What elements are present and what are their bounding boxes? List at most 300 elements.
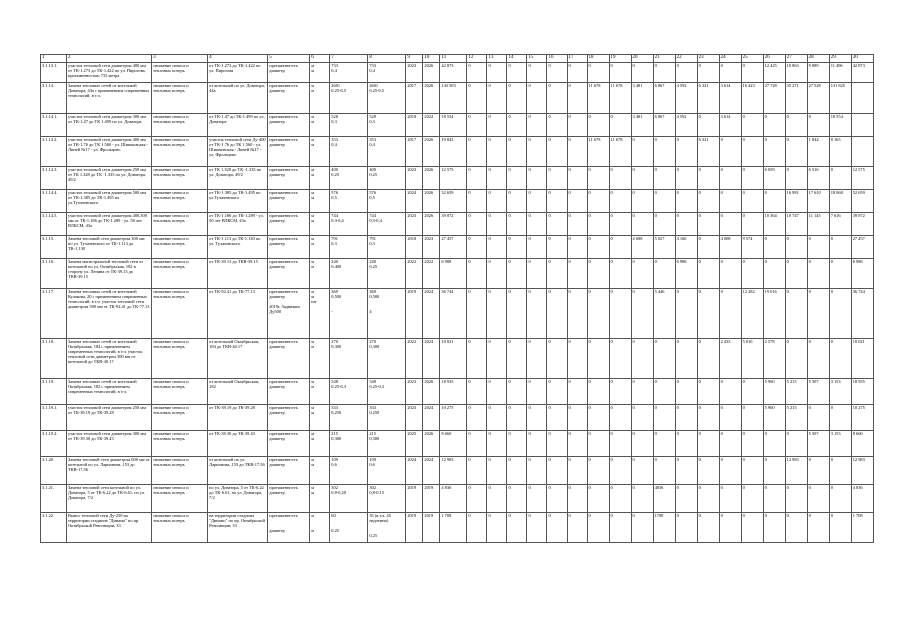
table-cell: м м xyxy=(310,236,330,259)
table-cell: 0 xyxy=(487,83,507,114)
table-cell: 0 xyxy=(487,213,507,236)
table-cell: 0 xyxy=(467,114,487,137)
table-cell: 2601 0,25-0,5 xyxy=(330,83,368,114)
table-cell: 0 xyxy=(719,431,741,457)
table-cell: снижение износа и тепловых потерь xyxy=(152,485,208,513)
table-cell: 0 xyxy=(547,289,567,339)
table-cell: 0 xyxy=(527,289,547,339)
table-cell: 12 575 xyxy=(851,167,873,190)
table-cell: 369 0,500 - xyxy=(330,289,368,339)
table-cell: 18 554 xyxy=(440,114,467,137)
table-cell: 548 0,25-0,3 xyxy=(330,379,368,405)
table-cell: 0 xyxy=(653,259,675,289)
table-cell: 0 xyxy=(567,431,587,457)
table-cell: 16 423 xyxy=(741,83,763,114)
table-cell: 27 457 xyxy=(851,236,873,259)
table-cell: 0 xyxy=(829,405,851,431)
table-cell: 10 021 xyxy=(440,339,467,379)
table-cell: 17 610 xyxy=(807,190,829,213)
table-cell: от ТК-1.385 до ТК-1.495 по ул.Тухачевского xyxy=(208,190,268,213)
investment-program-table xyxy=(40,54,874,543)
table-cell: 0 xyxy=(763,114,785,137)
table-cell: 270 0,300 xyxy=(368,339,406,379)
table-cell: м м xyxy=(310,167,330,190)
table-cell: 0 xyxy=(719,379,741,405)
table-cell: 16 981 xyxy=(785,190,807,213)
table-cell: 0 xyxy=(763,137,785,167)
column-number-cell: 8 xyxy=(368,55,406,63)
table-cell: 2024 xyxy=(406,190,423,213)
table-cell: 0 xyxy=(527,405,547,431)
table-cell: 0 xyxy=(487,289,507,339)
table-cell: 4 160 xyxy=(675,236,697,259)
table-cell: 9 574 xyxy=(741,236,763,259)
table-cell: 12 282 xyxy=(741,289,763,339)
table-cell: 0 xyxy=(631,63,653,83)
row-number-cell: 3.1.17. xyxy=(41,289,67,339)
table-cell: 6 988 xyxy=(675,259,697,289)
column-number-cell: 7 xyxy=(330,55,368,63)
table-cell: м м xyxy=(310,83,330,114)
table-cell: 2019 xyxy=(406,289,423,339)
table-cell: 3 481 xyxy=(631,114,653,137)
table-cell: 39 872 xyxy=(851,213,873,236)
table-cell: 0 xyxy=(675,213,697,236)
table-cell: 0 xyxy=(547,485,567,513)
table-cell: 0 xyxy=(567,485,587,513)
table-cell: 0 xyxy=(697,379,719,405)
object-name-cell: Замена тепловых сетей от котельной Октябрьская, 184 с применением современных технологий, в т.ч. участок тепловой сети диаметром 300 мм от котельной до ТКВ-40.17 xyxy=(67,339,152,379)
object-name-cell: участок тепловой сети диаметром 250 мм от ТК-39.19 до ТК-39.28 xyxy=(67,405,152,431)
table-cell: 0 xyxy=(507,114,527,137)
table-row xyxy=(41,431,874,457)
table-cell: 0 xyxy=(653,63,675,83)
column-number-row xyxy=(41,55,874,63)
table-cell: 0 xyxy=(587,405,609,431)
column-number-cell: 2 xyxy=(67,55,152,63)
table-cell: м м xyxy=(310,485,330,513)
table-cell: 576 0,5 xyxy=(330,190,368,213)
row-number-cell: 3.1.13.1. xyxy=(41,63,67,83)
table-cell: 5 960 xyxy=(763,405,785,431)
table-row xyxy=(41,289,874,339)
table-cell: 0 xyxy=(487,485,507,513)
table-cell: 0 xyxy=(785,485,807,513)
table-cell: снижение износа и тепловых потерь xyxy=(152,339,208,379)
table-cell: 60 0,25 xyxy=(330,513,368,543)
table-cell: участок тепловой сети Ду-400 от ТК-1.76 до ТК 1.560 - ул. Шишковская - Линей №17 - ул. Фрольцово xyxy=(208,137,268,167)
table-cell: 2019 xyxy=(423,513,440,543)
table-cell: 0 xyxy=(741,137,763,167)
table-cell: 0 xyxy=(653,190,675,213)
table-cell: 0 xyxy=(631,457,653,485)
table-cell: 4 008 xyxy=(719,236,741,259)
table-cell: 52 659 xyxy=(440,190,467,213)
table-cell: 5 446 xyxy=(653,289,675,339)
table-cell: 0 xyxy=(547,379,567,405)
table-cell: 19 016 xyxy=(763,289,785,339)
table-cell: 0 xyxy=(487,236,507,259)
table-cell: 0 xyxy=(807,485,829,513)
table-row xyxy=(41,457,874,485)
object-name-cell: Замена тепловых сетей от котельной Октябрьская, 182 с применением современных технологий, в т.ч. xyxy=(67,379,152,405)
table-cell: 2026 xyxy=(423,83,440,114)
table-cell: снижение износа и тепловых потерь xyxy=(152,457,208,485)
table-cell: 0 xyxy=(567,457,587,485)
table-cell: 0 xyxy=(609,114,631,137)
table-cell: 5 215 xyxy=(785,379,807,405)
table-cell: 0 xyxy=(785,339,807,379)
table-cell: 0 xyxy=(507,289,527,339)
table-cell: 0 xyxy=(807,259,829,289)
table-cell: 2022 xyxy=(406,339,423,379)
table-cell: 0 xyxy=(527,339,547,379)
table-cell: 0 xyxy=(609,485,631,513)
table-row xyxy=(41,259,874,289)
table-cell: 369 0,500 4 xyxy=(368,289,406,339)
table-cell: 2023 xyxy=(406,63,423,83)
table-cell: 0 xyxy=(807,114,829,137)
column-number-cell: 20 xyxy=(631,55,653,63)
table-cell: 0 xyxy=(547,236,567,259)
table-cell: 0 xyxy=(507,259,527,289)
table-cell: 0 xyxy=(507,167,527,190)
column-number-cell: 5 xyxy=(268,55,310,63)
table-cell: 0 xyxy=(467,259,487,289)
table-cell: 0 xyxy=(527,379,547,405)
table-cell: 0 xyxy=(653,339,675,379)
table-cell: 6 867 xyxy=(653,83,675,114)
table-cell: 0 xyxy=(507,379,527,405)
table-cell: от ТК 1.328 до ТК -1.335 по ул. Доватора, 49/2 xyxy=(208,167,268,190)
table-cell: 10 275 xyxy=(851,405,873,431)
table-cell: 2601 0,25-0,5 xyxy=(368,83,406,114)
table-cell: 12 983 xyxy=(440,457,467,485)
table-cell: 744 0,3-0,4 xyxy=(368,213,406,236)
table-cell: 0 xyxy=(741,167,763,190)
table-cell: 0 xyxy=(527,259,547,289)
object-name-cell: Замена магистральной тепловой сети от котельной по ул. Октябрьская, 182 в сторону ул. Ленина от ТК-39.13 до ТКВ-39.15 xyxy=(67,259,152,289)
table-cell: 1 708 xyxy=(440,513,467,543)
table-cell: 2017 xyxy=(406,83,423,114)
table-cell: от ТК-1.186 до ТК-1.289 - ул. 50 лет ВЛКСМ, 43а xyxy=(208,213,268,236)
table-cell: 1708 xyxy=(653,513,675,543)
table-cell: 0 xyxy=(829,339,851,379)
table-cell: от котельной по ул. Ларионова, 153 до ТКВ-17.56 xyxy=(208,457,268,485)
object-name-cell: участок тепловой сети диаметром 300 мм от ТК-1.47 до ТК 1.499 по ул. Доватора xyxy=(67,114,152,137)
table-cell: 0 xyxy=(547,513,567,543)
table-cell: 0 xyxy=(507,83,527,114)
table-cell: 2023 xyxy=(406,379,423,405)
table-cell: 0 xyxy=(741,213,763,236)
table-cell: 0 xyxy=(719,167,741,190)
table-cell: 0 xyxy=(697,190,719,213)
table-cell: 0 xyxy=(467,190,487,213)
table-cell: 240 0,25 xyxy=(368,259,406,289)
table-cell: 0 xyxy=(807,236,829,259)
table-cell: 0 xyxy=(741,431,763,457)
table-cell: 2019 xyxy=(423,485,440,513)
table-cell: 2017 xyxy=(406,137,423,167)
table-cell: 2026 xyxy=(423,137,440,167)
table-cell: 0 xyxy=(567,114,587,137)
table-cell: 2022 xyxy=(406,259,423,289)
column-number-cell: 3 xyxy=(152,55,208,63)
table-cell: 8 660 xyxy=(851,431,873,457)
table-cell: 2022 xyxy=(423,259,440,289)
table-cell: 10 275 xyxy=(440,405,467,431)
table-row xyxy=(41,137,874,167)
object-name-cell: Замена тепловых сетей от котельной Доватора, 44а с применением современных технологий, в т.ч. xyxy=(67,83,152,114)
table-cell: 0 xyxy=(527,167,547,190)
table-cell: 791 0,3 xyxy=(368,236,406,259)
column-number-cell: 4 xyxy=(208,55,268,63)
column-number-cell: 10 xyxy=(423,55,440,63)
table-cell: 270 0,300 xyxy=(330,339,368,379)
table-cell: 0 xyxy=(741,457,763,485)
table-cell: 302 0,8-0,20 xyxy=(330,485,368,513)
table-cell: 0 xyxy=(587,339,609,379)
table-cell: 0 xyxy=(547,339,567,379)
table-cell: снижение износа и тепловых потерь xyxy=(152,137,208,167)
table-cell: 0 xyxy=(697,63,719,83)
table-cell: 0 xyxy=(609,259,631,289)
table-cell: 0 xyxy=(697,114,719,137)
table-cell: 3 614 xyxy=(719,114,741,137)
table-cell: 0 xyxy=(467,405,487,431)
table-cell: 0 xyxy=(675,190,697,213)
table-cell: 0 xyxy=(675,137,697,167)
row-number-cell: 3.1.15. xyxy=(41,236,67,259)
table-cell: 0 xyxy=(697,236,719,259)
table-cell: 0 xyxy=(763,431,785,457)
table-cell: протяженность диаметр 2019г. Задвижки Ду500 xyxy=(268,289,310,339)
table-cell: от ТК-92.41 до ТК-77.13 xyxy=(208,289,268,339)
table-cell: 18 935 xyxy=(851,379,873,405)
table-cell: 0 xyxy=(467,137,487,167)
table-cell: 0 xyxy=(609,167,631,190)
table-cell: 27 528 xyxy=(807,83,829,114)
column-number-cell: 25 xyxy=(741,55,763,63)
table-cell: 11 496 xyxy=(829,63,851,83)
table-cell: 11 145 xyxy=(807,213,829,236)
table-cell: 0 xyxy=(609,236,631,259)
table-cell: протяженность диаметр xyxy=(268,339,310,379)
table-cell: от котельной Октябрьская, 184 до ТКВ-40.17 xyxy=(208,339,268,379)
table-cell: 0 xyxy=(507,213,527,236)
table-cell: протяженность диаметр xyxy=(268,259,310,289)
table-cell: 0 xyxy=(487,190,507,213)
table-cell: 18 935 xyxy=(440,379,467,405)
table-cell: 5 215 xyxy=(785,405,807,431)
table-cell: 2024 xyxy=(423,405,440,431)
table-cell: 52 659 xyxy=(851,190,873,213)
table-cell: 0 xyxy=(631,431,653,457)
column-number-cell: 21 xyxy=(653,55,675,63)
table-cell: 6 321 xyxy=(697,83,719,114)
table-cell: 0 xyxy=(527,114,547,137)
row-number-cell: 3.1.14.2. xyxy=(41,137,67,167)
table-cell: 6 059 xyxy=(763,167,785,190)
table-cell: 0 xyxy=(697,339,719,379)
table-cell: 0 xyxy=(467,236,487,259)
table-cell: 3 614 xyxy=(719,83,741,114)
row-number-cell: 3.1.22 xyxy=(41,513,67,543)
table-cell: 0 xyxy=(719,63,741,83)
table-cell: 0 xyxy=(567,405,587,431)
table-cell: 3 153 xyxy=(829,379,851,405)
table-cell: 0 xyxy=(467,379,487,405)
table-cell: 548 0,25-0,3 xyxy=(368,379,406,405)
table-cell: 0 xyxy=(567,137,587,167)
table-cell: 0 xyxy=(829,259,851,289)
table-cell: 2026 xyxy=(423,167,440,190)
table-cell: 2026 xyxy=(423,190,440,213)
table-cell: протяженность диаметр xyxy=(268,236,310,259)
table-cell: 0 xyxy=(547,457,567,485)
object-name-cell: участок тепловой сети диаметром 250 мм от ТК 1.328 до ТК -1.335 по ул. Доватора, 49/2 xyxy=(67,167,152,190)
column-number-cell: 1 xyxy=(41,55,67,63)
table-cell: 0 xyxy=(467,63,487,83)
table-cell: 0 xyxy=(741,114,763,137)
table-cell: 0 xyxy=(507,236,527,259)
table-cell: 0 xyxy=(609,339,631,379)
table-cell: 4836 xyxy=(653,485,675,513)
row-number-cell: 3.1.14.4. xyxy=(41,190,67,213)
table-row xyxy=(41,167,874,190)
table-cell: 2026 xyxy=(423,213,440,236)
table-cell: по ул. Доватора, 5 от ТК-6.22 до ТК-6.61, по ул. Доватора, 7/2 xyxy=(208,485,268,513)
table-cell: 2023 xyxy=(406,167,423,190)
table-cell: 2024 xyxy=(423,339,440,379)
table-cell: 11 678 xyxy=(609,137,631,167)
table-cell: 576 0,5 xyxy=(368,190,406,213)
table-row xyxy=(41,213,874,236)
table-cell: 0 xyxy=(785,167,807,190)
table-cell: 0 xyxy=(587,114,609,137)
table-cell: 0 xyxy=(467,289,487,339)
table-cell: 0 xyxy=(675,167,697,190)
object-name-cell: Замена тепловой сети диаметром 300 мм по ул. Тухачевского от ТК-1.113 до ТК-1.130 xyxy=(67,236,152,259)
table-cell: 733 0,4 xyxy=(368,63,406,83)
table-cell: 0 xyxy=(719,485,741,513)
table-cell: 0 xyxy=(547,213,567,236)
column-number-cell: 19 xyxy=(609,55,631,63)
table-cell: 0 xyxy=(697,213,719,236)
table-cell: 0 xyxy=(609,379,631,405)
table-cell: 0 xyxy=(719,289,741,339)
table-cell: м м xyxy=(310,379,330,405)
table-cell: м м xyxy=(310,405,330,431)
row-number-cell: 3.1.16. xyxy=(41,259,67,289)
table-cell: 0 xyxy=(785,431,807,457)
column-number-cell: 22 xyxy=(675,55,697,63)
table-cell: снижение износа и тепловых потерь xyxy=(152,213,208,236)
table-cell: 0 xyxy=(631,137,653,167)
table-cell: 0 xyxy=(567,167,587,190)
table-cell: 35 (в т.ч. 45 надземно) 0,25 xyxy=(368,513,406,543)
table-cell: 0 xyxy=(487,513,507,543)
table-cell: 0 xyxy=(507,485,527,513)
column-number-cell: 24 xyxy=(719,55,741,63)
table-cell: 0 xyxy=(785,114,807,137)
table-cell: 0 xyxy=(697,405,719,431)
table-cell: 0 xyxy=(741,190,763,213)
table-cell: снижение износа и тепловых потерь xyxy=(152,513,208,543)
table-cell: 0 xyxy=(609,190,631,213)
table-cell: 353 0,4 xyxy=(368,137,406,167)
table-row xyxy=(41,513,874,543)
table-cell: 0 xyxy=(547,259,567,289)
table-cell: 0 xyxy=(507,190,527,213)
table-cell: 0 xyxy=(763,190,785,213)
table-cell: протяженность диаметр xyxy=(268,405,310,431)
table-cell: 1 844 xyxy=(807,137,829,167)
table-cell: 0 xyxy=(829,167,851,190)
table-cell: 333 0,250 xyxy=(368,405,406,431)
table-cell: 0 xyxy=(587,431,609,457)
table-cell: 0 xyxy=(467,339,487,379)
table-cell: 2018 xyxy=(406,236,423,259)
table-cell: 0 xyxy=(829,457,851,485)
table-cell: 0 xyxy=(631,379,653,405)
table-cell: 215 0,300 xyxy=(330,431,368,457)
table-cell: 0 xyxy=(587,259,609,289)
table-cell: 18 554 xyxy=(829,114,851,137)
table-cell: 0 xyxy=(675,63,697,83)
table-cell: 0 xyxy=(719,137,741,167)
table-cell: 400 0,25 xyxy=(330,167,368,190)
table-cell: 18 068 xyxy=(829,190,851,213)
table-cell: 0 xyxy=(547,405,567,431)
table-cell: 0 xyxy=(653,379,675,405)
table-cell: протяженность диаметр xyxy=(268,63,310,83)
table-cell: 2026 xyxy=(423,431,440,457)
column-number-cell: 27 xyxy=(785,55,807,63)
table-cell: 2 578 xyxy=(763,339,785,379)
column-number-cell: 13 xyxy=(487,55,507,63)
table-cell: 0 xyxy=(567,236,587,259)
table-cell: м м xyxy=(310,213,330,236)
table-cell: 2023 xyxy=(406,213,423,236)
table-cell: 0 xyxy=(719,457,741,485)
table-cell: 8 660 xyxy=(440,431,467,457)
table-cell: 0 xyxy=(697,485,719,513)
table-cell: 0 xyxy=(567,83,587,114)
table-cell: 0 xyxy=(547,190,567,213)
table-cell: 0 xyxy=(487,431,507,457)
table-cell: 0 xyxy=(675,457,697,485)
table-cell: 39 872 xyxy=(440,213,467,236)
table-cell: 0 xyxy=(487,457,507,485)
table-cell: 0 xyxy=(829,513,851,543)
table-cell: 0 xyxy=(697,289,719,339)
table-cell: 744 0,3-0,4 xyxy=(330,213,368,236)
table-cell xyxy=(851,114,873,137)
table-cell: 0 xyxy=(653,213,675,236)
table-cell: от ТК-1.47 до ТК-1.499 по ул. Доватора xyxy=(208,114,268,137)
table-cell: 4 836 xyxy=(851,485,873,513)
table-cell: 333 0,250 xyxy=(330,405,368,431)
table-cell: 6 988 xyxy=(851,259,873,289)
table-cell: 0 xyxy=(587,213,609,236)
table-cell: 6 867 xyxy=(653,114,675,137)
table-cell: 0 xyxy=(697,431,719,457)
table-cell: 2023 xyxy=(423,236,440,259)
table-cell: протяженность диаметр xyxy=(268,167,310,190)
row-number-cell: 3.1.18. xyxy=(41,339,67,379)
table-cell: 10 747 xyxy=(785,213,807,236)
